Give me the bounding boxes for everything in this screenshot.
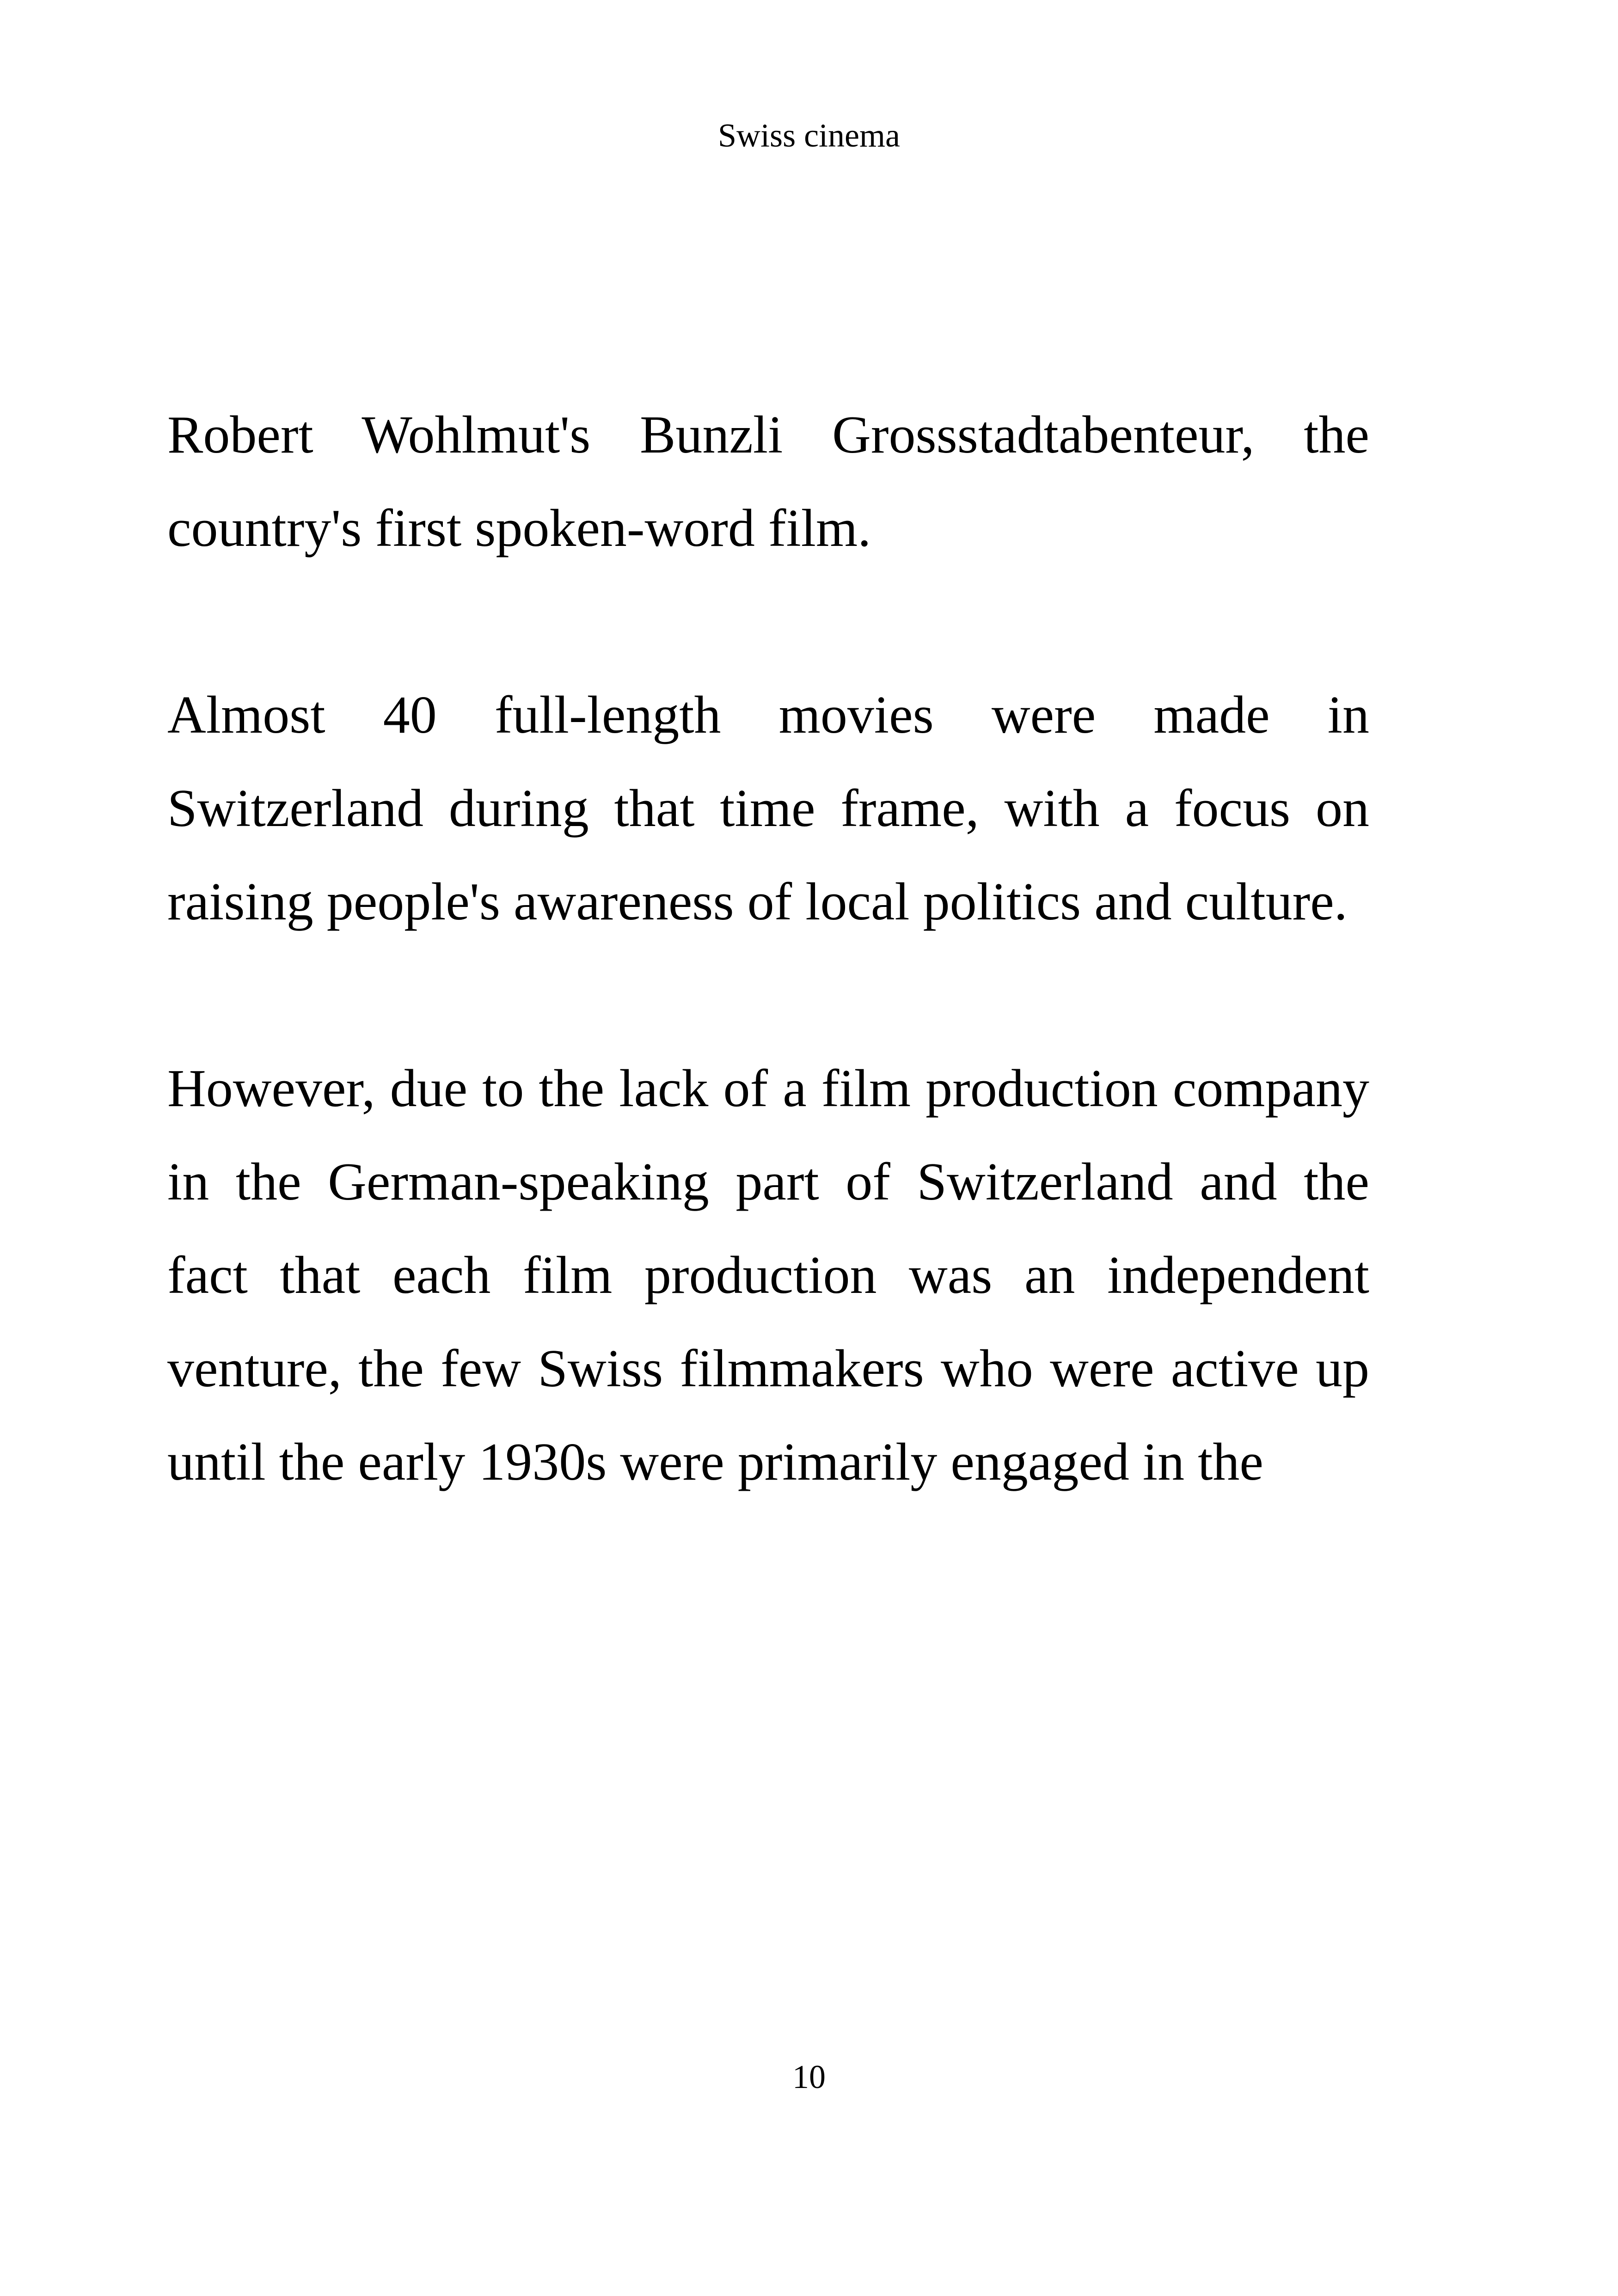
body-paragraph: Almost 40 full-length movies were made in Switzerland during that time frame, with a focus on raising people's awareness of local politics and culture. <box>167 686 1369 931</box>
body-paragraph: Robert Wohlmut's Bunzli Grossstadtabenteur, the country's first spoken-word film. <box>167 405 1369 558</box>
page-number: 10 <box>792 2058 826 2095</box>
running-header: Swiss cinema <box>718 117 900 154</box>
body-paragraph: However, due to the lack of a film production company in the German-speaking part of Switzerland and the fact that each film production was an independent venture, the few Swiss filmmakers who were active up until the early 1930s were primarily engaged in the <box>167 1059 1369 1492</box>
page-body <box>167 388 1369 1509</box>
